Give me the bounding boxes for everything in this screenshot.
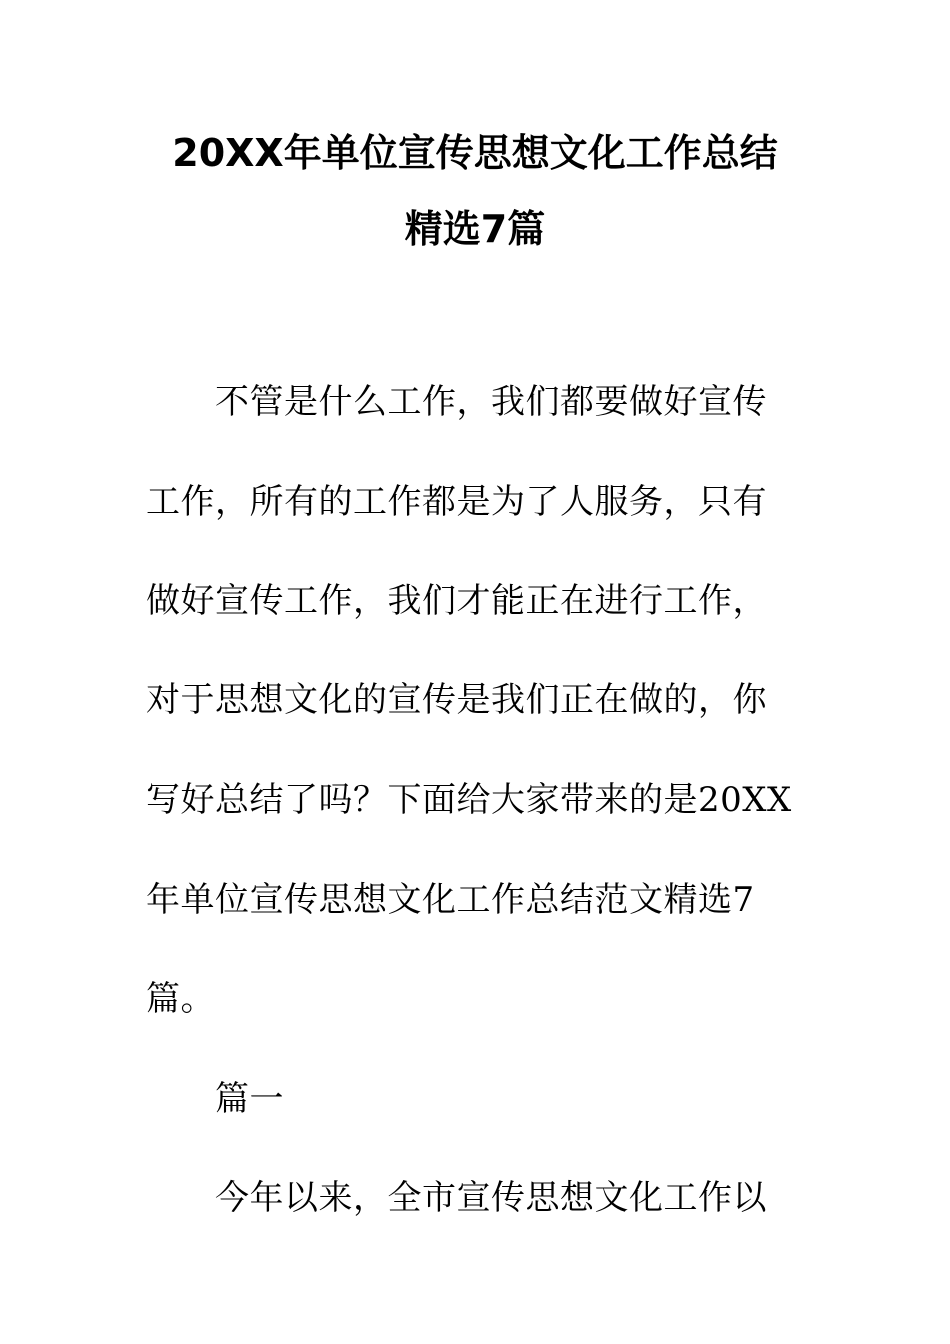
intro-line: 篇。 — [146, 979, 215, 1019]
document-title-line-1: 20XX年单位宣传思想文化工作总结 — [172, 131, 778, 175]
section-paragraph-line: 今年以来，全市宣传思想文化工作以 — [215, 1178, 767, 1218]
section-heading: 篇一 — [215, 1079, 284, 1119]
intro-line: 做好宣传工作，我们才能正在进行工作， — [146, 581, 767, 621]
intro-line: 写好总结了吗？下面给大家带来的是20XX — [146, 780, 792, 820]
document-title-line-2: 精选7篇 — [404, 207, 546, 251]
intro-line: 年单位宣传思想文化工作总结范文精选7 — [146, 880, 755, 920]
intro-line: 对于思想文化的宣传是我们正在做的，你 — [146, 680, 767, 720]
intro-line: 工作，所有的工作都是为了人服务，只有 — [146, 482, 767, 522]
intro-line: 不管是什么工作，我们都要做好宣传 — [215, 382, 767, 422]
